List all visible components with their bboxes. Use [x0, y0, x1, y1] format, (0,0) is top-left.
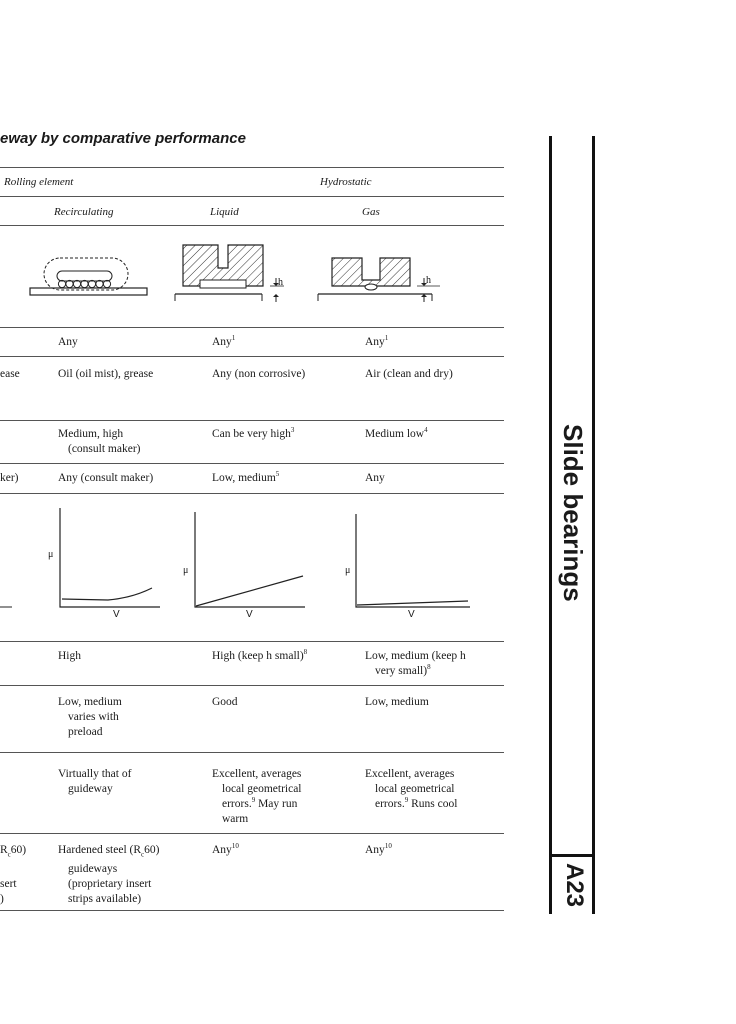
clearance-label-gas: h: [426, 275, 431, 286]
row-rule: [0, 327, 504, 328]
header-liquid: Liquid: [210, 206, 239, 218]
recirculating-bearing-diagram: [30, 258, 147, 295]
load-capacity-liquid: Can be very high$^3$: [212, 426, 295, 440]
row-rule: [0, 833, 504, 834]
speed-partial: ker): [0, 472, 19, 484]
bearing-diagrams: [0, 228, 505, 320]
mu-label-gas: μ: [345, 565, 351, 576]
mu-label-liquid: μ: [183, 565, 189, 576]
row-rule: [0, 493, 504, 494]
row-rule: [0, 752, 504, 753]
lubricant-liquid: Any (non corrosive): [212, 368, 306, 380]
table-top-rule: [0, 167, 504, 168]
materials-partial: $R_c60$) sert ): [0, 844, 27, 906]
accuracy-recirculating: Virtually that of guideway: [58, 768, 132, 795]
damping-liquid: Good: [212, 696, 238, 708]
speed-gas: Any: [365, 472, 385, 484]
speed-recirculating: Any (consult maker): [58, 472, 154, 484]
sidebar-right-rule: [592, 136, 595, 914]
row-rule: [0, 356, 504, 357]
lubricant-partial: ease: [0, 368, 20, 380]
row-rule: [0, 641, 504, 642]
header-recirculating: Recirculating: [54, 206, 114, 218]
stiffness-recirculating: High: [58, 650, 81, 662]
stiffness-liquid: High (keep h small)$^8$: [212, 648, 308, 662]
subheader-divider: [0, 225, 504, 226]
damping-gas: Low, medium: [365, 696, 429, 708]
stiffness-gas: Low, medium (keep h very small)$^8$: [365, 650, 466, 677]
header-rolling-element: Rolling element: [4, 176, 74, 188]
lubricant-gas: Air (clean and dry): [365, 368, 453, 380]
page-code-rule: [549, 854, 595, 857]
page-code: A23: [561, 863, 588, 908]
materials-gas: Any$^{10}$: [365, 842, 392, 856]
gas-hydrostatic-diagram: [318, 258, 440, 302]
header-hydrostatic: Hydrostatic: [320, 176, 372, 188]
friction-graph-gas: [356, 514, 470, 607]
accuracy-gas: Excellent, averages local geometrical errors.$^9$ Runs cool: [365, 768, 458, 810]
lubricant-recirculating: Oil (oil mist), grease: [58, 368, 154, 380]
materials-recirculating: Hardened steel $(R_c60)$ guideways (proprietary insert strips available): [58, 844, 160, 906]
load-direction-recirculating: Any: [58, 336, 78, 348]
speed-liquid: Low, medium$^5$: [212, 470, 280, 484]
friction-graph-recirculating: [60, 508, 160, 607]
damping-recirculating: Low, medium varies with preload: [58, 696, 122, 738]
v-label-gas: V: [408, 609, 415, 620]
materials-liquid: Any$^{10}$: [212, 842, 239, 856]
mu-label-recirculating: μ: [48, 549, 54, 560]
clearance-label-liquid: h: [278, 277, 283, 288]
load-capacity-gas: Medium low$^4$: [365, 426, 428, 440]
friction-graph-liquid: [195, 512, 305, 607]
row-rule: [0, 420, 504, 421]
v-label-liquid: V: [246, 609, 253, 620]
section-title: Slide bearings: [558, 424, 588, 602]
accuracy-liquid: Excellent, averages local geometrical errors.$^9$ May run warm: [212, 768, 302, 825]
row-rule: [0, 463, 504, 464]
sidebar-left-rule: [549, 136, 552, 914]
load-direction-gas: Any$^1$: [365, 334, 389, 348]
header-divider: [0, 196, 504, 197]
page-title: eway by comparative performance: [0, 130, 246, 147]
v-label-recirculating: V: [113, 609, 120, 620]
header-gas: Gas: [362, 206, 380, 218]
load-capacity-recirculating: Medium, high (consult maker): [58, 428, 141, 455]
row-rule: [0, 685, 504, 686]
load-direction-liquid: Any$^1$: [212, 334, 236, 348]
liquid-hydrostatic-diagram: [175, 245, 284, 302]
table-bottom-rule: [0, 910, 504, 911]
